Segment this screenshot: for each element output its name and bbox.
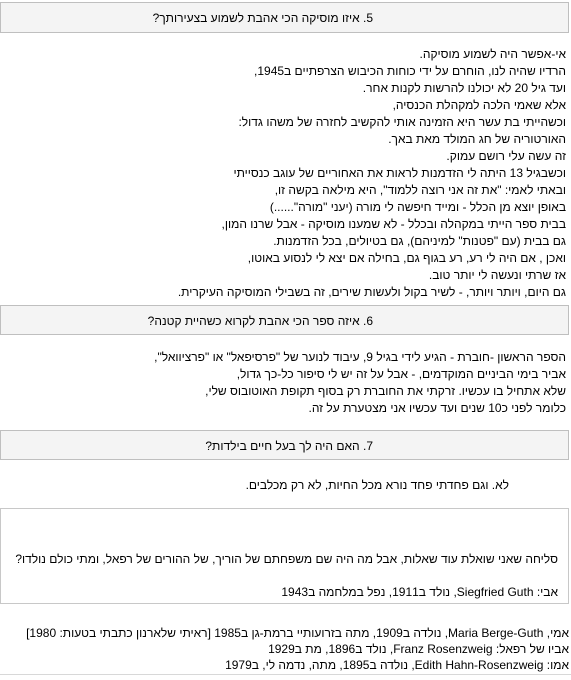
family-line: אביו של רפאל: Franz Rosenzweig, נולד ב1896, מת ב1929 bbox=[268, 642, 569, 656]
question-7-box bbox=[0, 430, 569, 460]
question-6-title: 6. איזה ספר הכי אהבת לקרוא כשהיית קטנה? bbox=[147, 314, 373, 328]
answer-line: באופן יוצא מן הכלל - ומייד חיפשה לי מורה (יעני "מורה"......) bbox=[269, 200, 566, 214]
note-box bbox=[0, 508, 569, 604]
answer-line: הספר הראשון -חוברת - הגיע לידי בגיל 9, עיבוד לנוער של "פרסיפאל" או "פרציוואל", bbox=[154, 350, 566, 364]
question-6-box bbox=[0, 305, 569, 335]
answer-line: ובאתי לאמי: "את זה אני רוצה ללמוד", היא מילאה בקשה זו, bbox=[274, 183, 566, 197]
answer-line: האורטוריה של חג המולד מאת באך. bbox=[388, 132, 566, 146]
answer-line: וכשבגיל 13 היתה לי הזדמנות לראות את האחוריים של עוגב כנסייתי bbox=[233, 166, 566, 180]
note-father: אבי: Siegfried Guth, נולד ב1911, נפל במלחמה ב1943 bbox=[281, 585, 558, 599]
answer-line: כלומר לפני כ10 שנים ועד עכשיו אני מצטערת על זה. bbox=[308, 401, 566, 415]
family-line: אמי, Maria Berge-Guth, נולדה ב1909, מתה בזרועותיי ברמת-גן ב1985 [ראיתי שלארנון כתבתי בטעות: 1980] bbox=[26, 626, 569, 640]
answer-line: ואכן , אם היה לי רע, רע בגוף גם, בחילה אם יצא לי לנסוע באוטו, bbox=[247, 251, 566, 265]
answer-line: וכשהייתי בת עשר היא הזמינה אותי להקשיב לחזרה של משהו גדול: bbox=[238, 115, 566, 129]
bottom-divider bbox=[0, 674, 571, 675]
answer-line: גם בבית (עם "פטנות" למיניהם), גם בטיולים, בכל הזדמנות. bbox=[273, 234, 566, 248]
answer-line: זה עשה עלי רושם עמוק. bbox=[446, 149, 566, 163]
answer-line: אי-אפשר היה לשמוע מוסיקה. bbox=[419, 47, 566, 61]
answer-line: שלא אתחיל בו עכשיו. זרקתי את החוברת רק בסוף תקופת האוטובוס שלי, bbox=[205, 384, 566, 398]
question-7-title: 7. האם היה לך בעל חיים בילדות? bbox=[205, 439, 373, 453]
answer-line: גם היום, ויותר ויותר, - לשיר בקול ולעשות שירים, זה בשבילי המוסיקה העיקרית. bbox=[177, 285, 566, 299]
question-5-box bbox=[0, 2, 569, 33]
family-line: אמו: Edith Hahn-Rosenzweig, נולדה ב1895, מתה, נדמה לי, ב1979 bbox=[225, 658, 569, 672]
answer-line: ועד גיל 20 לא יכולנו להרשות לקנות אחר. bbox=[362, 81, 566, 95]
answer-line: לא. וגם פחדתי פחד נורא מכל החיות, לא רק מכלבים. bbox=[245, 478, 509, 492]
note-question: סליחה שאני שואלת עוד שאלות, אבל מה היה שם משפחתם של הוריך, של ההורים של רפאל, ומתי כולם נולדו? bbox=[15, 552, 558, 566]
answer-line: בבית ספר הייתי במקהלה ובכלל - לא שמענו מוסיקה - אבל שרנו המון, bbox=[221, 217, 566, 231]
answer-line: אלא שאמי הלכה למקהלת הכנסיה, bbox=[392, 98, 566, 112]
answer-line: הרדיו שהיה לנו, הוחרם על ידי כוחות הכיבוש הצרפתיים ב1945, bbox=[254, 64, 566, 78]
answer-line: אביר בימי הביניים המוקדמים, - אבל על זה יש לי סיפור כל-כך גדול, bbox=[236, 367, 566, 381]
answer-line: אז שרתי ונעשה לי יותר טוב. bbox=[428, 268, 566, 282]
question-5-title: 5. איזו מוסיקה הכי אהבת לשמוע בצעירותך? bbox=[152, 11, 373, 25]
